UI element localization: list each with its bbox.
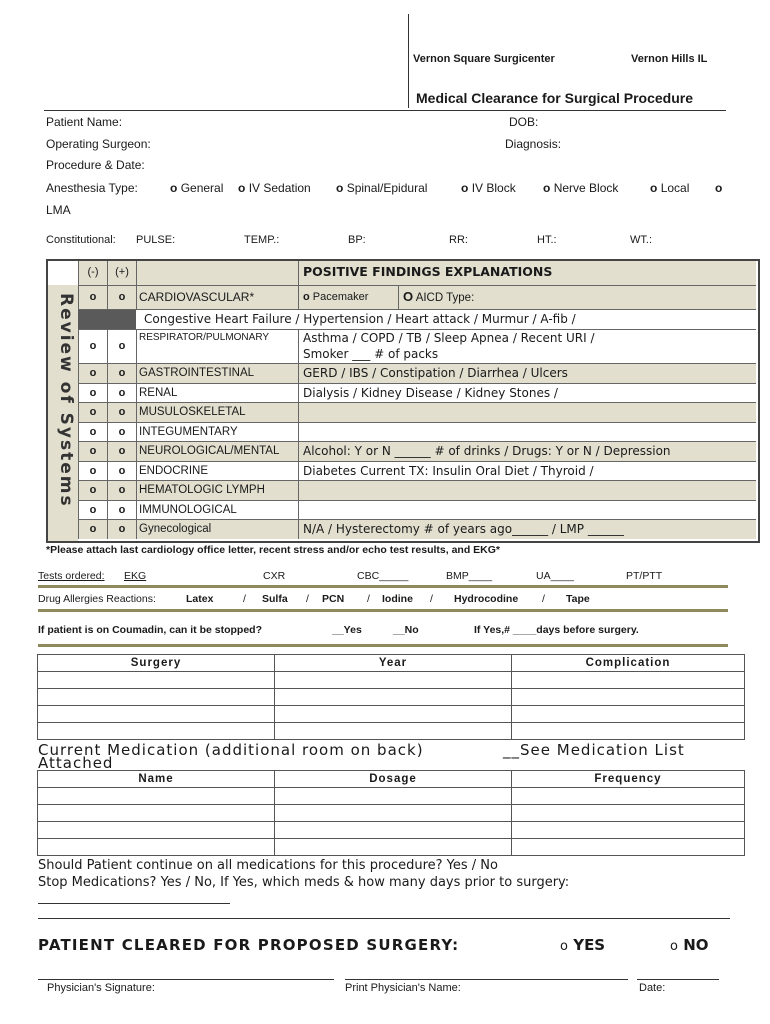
surgery-row — [38, 689, 745, 706]
continue-medications-question: Should Patient continue on all medications for this procedure? Yes / No — [38, 858, 498, 873]
cleared-yes-option[interactable]: o YES — [560, 936, 606, 954]
allergy-sep-3: / — [367, 593, 370, 605]
cardio-negative-circle[interactable]: o — [78, 286, 107, 309]
name-col-header: Name — [38, 771, 275, 788]
ros-side-label: Review of Systems — [56, 293, 76, 508]
allergy-sep-2: / — [306, 593, 309, 605]
name-cell[interactable] — [38, 805, 275, 822]
tests-ordered-label: Tests ordered: — [38, 570, 105, 582]
ros-row — [78, 363, 756, 383]
surgery-cell[interactable] — [38, 689, 275, 706]
test-cxr: CXR — [263, 570, 286, 582]
procedure-label: Procedure & Date: — [46, 158, 145, 172]
ros-explanation[interactable] — [298, 330, 756, 363]
complication-col-header: Complication — [512, 655, 745, 672]
name-cell[interactable] — [38, 839, 275, 856]
ros-row-cardiovascular — [78, 285, 756, 309]
ros-system-label: HEMATOLOGIC LYMPH — [136, 481, 298, 500]
ros-system-label: INTEGUMENTARY — [136, 423, 298, 442]
title-underline — [410, 110, 726, 111]
pacemaker-option[interactable]: o Pacemaker — [298, 286, 398, 309]
ros-negative-circle[interactable]: o — [78, 423, 107, 442]
ros-positive-circle[interactable]: o — [107, 520, 136, 539]
ros-positive-circle[interactable]: o — [107, 501, 136, 520]
ros-header-positive: (+) — [107, 261, 136, 285]
patient-cleared-label: PATIENT CLEARED FOR PROPOSED SURGERY: — [38, 936, 460, 954]
top-rule — [44, 110, 410, 111]
print-name-line[interactable] — [345, 979, 628, 980]
year-cell[interactable] — [275, 689, 512, 706]
name-cell[interactable] — [38, 788, 275, 805]
allergy-iodine: Iodine — [382, 593, 413, 605]
surgery-cell[interactable] — [38, 706, 275, 723]
frequency-cell[interactable] — [512, 822, 745, 839]
ros-positive-circle[interactable]: o — [107, 442, 136, 461]
cardio-system-label: CARDIOVASCULAR* — [136, 286, 298, 309]
date-label: Date: — [639, 982, 666, 994]
allergy-latex: Latex — [186, 593, 214, 605]
ros-negative-circle[interactable]: o — [78, 462, 107, 481]
ros-row — [78, 402, 756, 422]
ros-positive-circle[interactable]: o — [107, 330, 136, 363]
ros-header-blank — [136, 261, 298, 285]
date-line[interactable] — [637, 979, 719, 980]
ros-explanation-text: Alcohol: Y or N ______ # of drinks / Drugs: Y or N / Depression — [303, 444, 671, 458]
physician-signature-line[interactable] — [38, 979, 334, 980]
rr-label: RR: — [449, 234, 468, 246]
allergy-sep-4: / — [430, 593, 433, 605]
ros-explanation[interactable] — [298, 423, 756, 442]
surgery-row — [38, 672, 745, 689]
ros-explanation-text: Dialysis / Kidney Disease / Kidney Stones / — [303, 385, 558, 400]
test-ptptt: PT/PTT — [626, 570, 663, 582]
attach-note: *Please attach last cardiology office letter, recent stress and/or echo test results, and EKG* — [46, 544, 500, 556]
constitutional-label: Constitutional: — [46, 234, 116, 246]
ros-positive-circle[interactable]: o — [107, 384, 136, 403]
ros-negative-circle[interactable]: o — [78, 501, 107, 520]
frequency-cell[interactable] — [512, 788, 745, 805]
ros-header-negative: (-) — [78, 261, 107, 285]
form-title: Medical Clearance for Surgical Procedure — [416, 90, 693, 106]
year-cell[interactable] — [275, 723, 512, 740]
anesthesia-lma-circle[interactable]: o — [715, 181, 723, 195]
coumadin-no[interactable]: __No — [393, 624, 419, 636]
ros-row — [78, 500, 756, 520]
ros-explanation-text: Asthma / COPD / TB / Sleep Apnea / Recent URI / — [303, 331, 595, 345]
surgeon-label: Operating Surgeon: — [46, 137, 151, 151]
ros-explanation-text: GERD / IBS / Constipation / Diarrhea / Ulcers — [303, 366, 568, 380]
ros-explanation[interactable] — [298, 481, 756, 500]
answer-line-1[interactable] — [38, 903, 230, 904]
dob-label: DOB: — [509, 115, 539, 129]
ros-explanation[interactable] — [298, 462, 756, 481]
facility-location: Vernon Hills IL — [631, 53, 708, 65]
medication-header-row — [38, 771, 745, 788]
medication-row — [38, 788, 745, 805]
facility-name: Vernon Square Surgicenter — [413, 53, 555, 65]
ros-negative-circle[interactable]: o — [78, 481, 107, 500]
ros-row — [78, 329, 756, 363]
complication-cell[interactable] — [512, 672, 745, 689]
ros-explanation-text-2: Smoker ___ # of packs — [303, 347, 439, 361]
frequency-cell[interactable] — [512, 805, 745, 822]
print-name-label: Print Physician's Name: — [345, 982, 461, 994]
ros-explanation[interactable] — [298, 364, 756, 383]
physician-signature-label: Physician's Signature: — [47, 982, 155, 994]
olive-rule-3 — [38, 644, 728, 647]
allergy-sep-5: / — [542, 593, 545, 605]
complication-cell[interactable] — [512, 706, 745, 723]
surgery-history-table — [37, 654, 745, 740]
ros-positive-circle[interactable]: o — [107, 364, 136, 383]
ros-row-cardio-conditions — [78, 309, 756, 329]
ros-negative-circle[interactable]: o — [78, 520, 107, 539]
medication-row — [38, 805, 745, 822]
ros-system-label: ENDOCRINE — [136, 462, 298, 481]
header-divider — [408, 14, 409, 108]
cardio-conditions: Congestive Heart Failure / Hypertension / Heart attack / Murmur / A-fib / — [144, 312, 576, 326]
ht-label: HT.: — [537, 234, 557, 246]
ros-row — [78, 480, 756, 500]
dosage-cell[interactable] — [275, 788, 512, 805]
anesthesia-label: Anesthesia Type: — [46, 181, 138, 195]
frequency-col-header: Frequency — [512, 771, 745, 788]
ros-header-explanations: POSITIVE FINDINGS EXPLANATIONS — [298, 261, 756, 285]
pulse-label: PULSE: — [136, 234, 176, 246]
ros-system-label: RESPIRATOR/PULMONARY — [136, 330, 298, 363]
ros-negative-circle[interactable]: o — [78, 364, 107, 383]
medication-row — [38, 839, 745, 856]
complication-cell[interactable] — [512, 689, 745, 706]
anesthesia-general-option[interactable]: o General — [170, 181, 224, 195]
bp-label: BP: — [348, 234, 366, 246]
see-medication-list[interactable]: __See Medication List — [503, 741, 685, 759]
allergy-pcn: PCN — [322, 593, 345, 605]
review-of-systems-table — [46, 259, 760, 543]
surgery-cell[interactable] — [38, 723, 275, 740]
anesthesia-spinal-option[interactable]: o Spinal/Epidural — [336, 181, 428, 195]
anesthesia-lma-option[interactable]: LMA — [46, 203, 71, 217]
test-ekg: EKG — [124, 570, 147, 582]
ros-explanation[interactable] — [298, 501, 756, 520]
ros-explanation[interactable] — [298, 442, 756, 461]
cleared-no-option[interactable]: o NO — [670, 936, 709, 954]
medication-table — [37, 770, 745, 856]
ros-explanation-text: Diabetes Current TX: Insulin Oral Diet / Thyroid / — [303, 463, 594, 478]
ros-row — [78, 441, 756, 461]
allergy-sep-1: / — [243, 593, 246, 605]
allergy-hydrocodine: Hydrocodine — [454, 593, 519, 605]
diagnosis-label: Diagnosis: — [505, 137, 562, 151]
ros-positive-circle[interactable]: o — [107, 423, 136, 442]
year-col-header: Year — [275, 655, 512, 672]
ros-system-label: RENAL — [136, 384, 298, 403]
name-cell[interactable] — [38, 822, 275, 839]
year-cell[interactable] — [275, 706, 512, 723]
ros-negative-circle[interactable]: o — [78, 384, 107, 403]
year-cell[interactable] — [275, 672, 512, 689]
anesthesia-local-option[interactable]: o Local — [650, 181, 690, 195]
coumadin-yes[interactable]: __Yes — [332, 624, 362, 636]
ros-row — [78, 383, 756, 403]
olive-rule-1 — [38, 585, 728, 588]
ros-header-row — [78, 261, 756, 285]
ros-system-label: MUSULOSKELETAL — [136, 403, 298, 422]
ros-row — [78, 461, 756, 481]
ros-negative-circle[interactable]: o — [78, 442, 107, 461]
medication-row — [38, 822, 745, 839]
cardio-conditions-dark-cell — [78, 310, 136, 329]
medication-heading: Current Medication (additional room on back) — [38, 741, 424, 759]
ros-system-label: NEUROLOGICAL/MENTAL — [136, 442, 298, 461]
ros-positive-circle[interactable]: o — [107, 462, 136, 481]
anesthesia-iv-block-option[interactable]: o IV Block — [461, 181, 516, 195]
ros-explanation-text: N/A / Hysterectomy # of years ago______ / LMP ______ — [303, 522, 624, 536]
allergies-label: Drug Allergies Reactions: — [38, 593, 156, 605]
surgery-cell[interactable] — [38, 672, 275, 689]
ros-row — [78, 422, 756, 442]
answer-line-2[interactable] — [38, 918, 730, 919]
surgery-row — [38, 723, 745, 740]
olive-rule-2 — [38, 609, 728, 612]
patient-name-label: Patient Name: — [46, 115, 123, 129]
cardio-positive-circle[interactable]: o — [107, 286, 136, 309]
anesthesia-nerve-block-option[interactable]: o Nerve Block — [543, 181, 619, 195]
ros-positive-circle[interactable]: o — [107, 403, 136, 422]
surgery-col-header: Surgery — [38, 655, 275, 672]
ros-explanation[interactable] — [298, 403, 756, 422]
ros-system-label: Gynecological — [136, 520, 298, 539]
allergy-sulfa: Sulfa — [262, 593, 288, 605]
ros-explanation[interactable] — [298, 520, 756, 539]
aicd-option[interactable]: O AICD Type: — [398, 286, 756, 309]
coumadin-question: If patient is on Coumadin, can it be stopped? — [38, 624, 263, 636]
dosage-cell[interactable] — [275, 822, 512, 839]
surgery-row — [38, 706, 745, 723]
medication-heading-attached: Attached — [38, 754, 114, 772]
dosage-cell[interactable] — [275, 805, 512, 822]
ros-system-label: GASTROINTESTINAL — [136, 364, 298, 383]
temp-label: TEMP.: — [244, 234, 280, 246]
anesthesia-iv-sedation-option[interactable]: o IV Sedation — [238, 181, 311, 195]
allergy-tape: Tape — [566, 593, 590, 605]
ros-negative-circle[interactable]: o — [78, 330, 107, 363]
surgery-header-row — [38, 655, 745, 672]
test-bmp: BMP____ — [446, 570, 493, 582]
test-ua: UA____ — [536, 570, 574, 582]
ros-explanation[interactable] — [298, 384, 756, 403]
wt-label: WT.: — [630, 234, 652, 246]
test-cbc: CBC_____ — [357, 570, 409, 582]
complication-cell[interactable] — [512, 723, 745, 740]
frequency-cell[interactable] — [512, 839, 745, 856]
ros-negative-circle[interactable]: o — [78, 403, 107, 422]
ros-system-label: IMMUNOLOGICAL — [136, 501, 298, 520]
ros-row — [78, 519, 756, 539]
coumadin-days: If Yes,# ____days before surgery. — [474, 624, 639, 636]
dosage-col-header: Dosage — [275, 771, 512, 788]
dosage-cell[interactable] — [275, 839, 512, 856]
stop-medications-question: Stop Medications? Yes / No, If Yes, which meds & how many days prior to surgery: — [38, 875, 570, 890]
ros-positive-circle[interactable]: o — [107, 481, 136, 500]
